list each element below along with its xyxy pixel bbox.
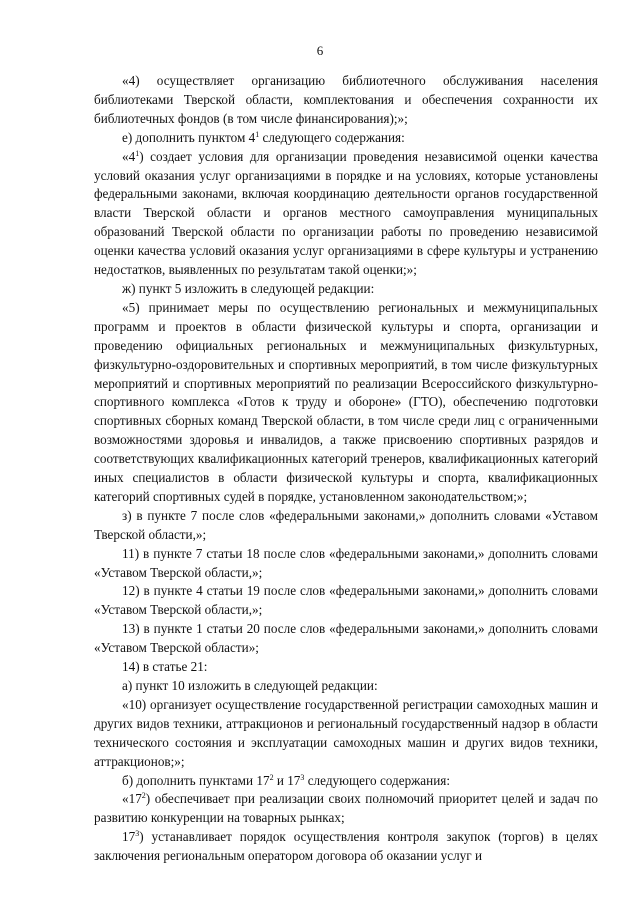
paragraph: б) дополнить пунктами $17^2$ и $17^3$ следующего содержания:	[122, 772, 450, 788]
paragraph: з) в пункте 7 после слов «федеральными законами,» дополнить словами «Уставом Тверской области,»;	[94, 507, 598, 542]
superscript: 1	[135, 148, 140, 158]
superscript: 3	[135, 829, 140, 839]
superscript: 2	[269, 772, 274, 782]
paragraph: ж) пункт 5 изложить в следующей редакции:	[122, 280, 375, 296]
superscript: 3	[300, 772, 305, 782]
paragraph: 12) в пункте 4 статьи 19 после слов «федеральными законами,» дополнить словами «Уставом Тверской области,»;	[94, 583, 598, 618]
superscript: 2	[141, 791, 146, 801]
paragraph: «$4^1$) создает условия для организации проведения независимой оценки качества условий оказания услуг организациями в порядке и на условиях, которые установлены федеральными законами, включая координацию деятельности органов государственной власти Тверской области и органов местного самоуправления муниципальных образований Тверской области по организации работы по проведению независимой оценки качества условий оказания услуг организациями в сфере культуры и устранению недостатков, выявленных по результатам такой оценки;»;	[94, 148, 598, 278]
paragraph: «$17^2$) обеспечивает при реализации своих полномочий приоритет целей и задач по развитию конкуренции на товарных рынках;	[94, 791, 598, 826]
paragraph: «10) организует осуществление государственной регистрации самоходных машин и других видов техники, аттракционов и региональный государственный надзор в области технического состояния и эксплуатации самоходных машин и других видов техники, аттракционов;»;	[94, 696, 598, 769]
paragraph: $17^3$) устанавливает порядок осуществления контроля закупок (торгов) в целях заключения региональным оператором договора об оказании услуг и	[94, 829, 598, 864]
paragraph: «5) принимает меры по осуществлению региональных и межмуниципальных программ и проектов в области физической культуры и спорта, организации и проведению официальных региональных и межмуниципальных физкультурных, физкультурно-оздоровительных и спортивных мероприятий, в том числе физкультурных мероприятий и спортивных мероприятий по реализации Всероссийского физкультурно-спортивного комплекса «Готов к труду и обороне» (ГТО), обеспечению подготовки спортивных сборных команд Тверской области, в том числе среди лиц с ограниченными возможностями здоровья и инвалидов, а также присвоению спортивных разрядов и соответствующих квалификационных категорий тренеров, квалификационных категорий иных специалистов в области физической культуры и спорта, квалификационных категорий спортивных судей в порядке, установленном законодательством;»;	[94, 299, 598, 504]
paragraph: 14) в статье 21:	[122, 659, 208, 675]
superscript: 1	[255, 129, 260, 139]
paragraph: «4) осуществляет организацию библиотечного обслуживания населения библиотеками Тверской области, комплектования и обеспечения сохранности их библиотечных фондов (в том числе финансирования);»;	[94, 73, 598, 126]
paragraph: 11) в пункте 7 статьи 18 после слов «федеральными законами,» дополнить словами «Уставом Тверской области,»;	[94, 545, 598, 580]
paragraph: а) пункт 10 изложить в следующей редакции:	[122, 678, 378, 693]
document-body	[94, 72, 598, 866]
page-number: 6	[316, 43, 324, 58]
paragraph: 13) в пункте 1 статьи 20 после слов «федеральными законами,» дополнить словами «Уставом Тверской области»;	[94, 621, 598, 656]
paragraph: е) дополнить пунктом $4^1$ следующего содержания:	[122, 129, 405, 145]
